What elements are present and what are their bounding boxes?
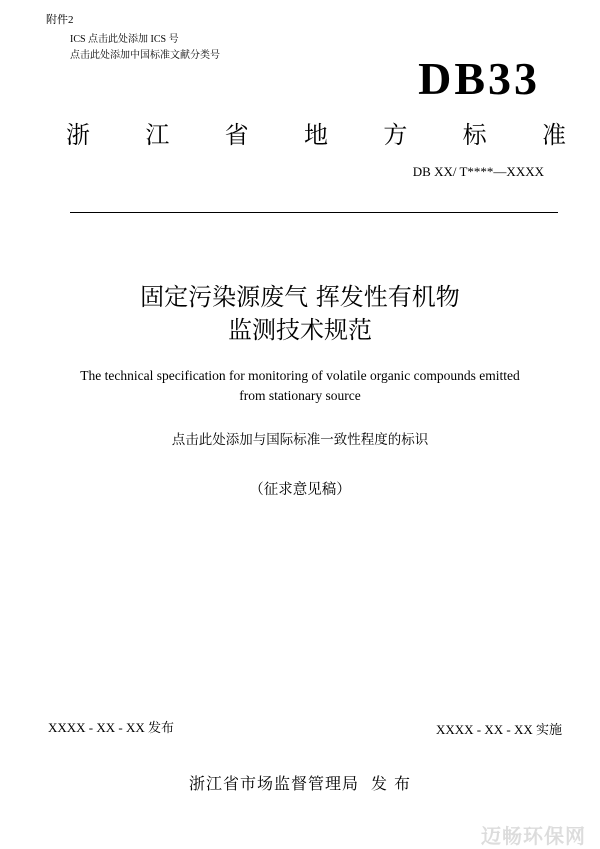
standard-type-char: 标 <box>462 121 487 149</box>
publish-date: XXXX - XX - XX 发布 <box>48 720 175 735</box>
title-en-line2: from stationary source <box>239 388 361 403</box>
standard-type-char: 浙 <box>66 121 90 149</box>
standard-type-char: 准 <box>541 121 566 149</box>
standard-type-char: 江 <box>145 121 170 149</box>
ccs-classification: 点击此处添加中国标准文献分类号 <box>70 50 220 61</box>
consistency-mark: 点击此处添加与国际标准一致性程度的标识 <box>171 432 429 447</box>
standard-type-title <box>66 115 566 150</box>
standard-type-char: 省 <box>224 121 249 149</box>
title-cn-line2: 监测技术规范 <box>228 316 372 344</box>
issue-word: 发 布 <box>370 774 412 793</box>
standard-type-char: 地 <box>303 121 328 149</box>
title-en-line1: The technical specification for monitoring of volatile organic compounds emitted <box>80 368 520 383</box>
issuer-name: 浙江省市场监督管理局 <box>188 774 359 793</box>
site-watermark: 迈畅环保网 <box>481 824 586 848</box>
attachment-label: 附件2 <box>46 14 74 26</box>
issuer <box>0 771 600 794</box>
header-divider <box>70 212 558 213</box>
title-cn-line1: 固定污染源废气 挥发性有机物 <box>140 283 460 311</box>
draft-status: （征求意见稿） <box>249 482 351 498</box>
standard-number: DB XX/ T****—XXXX <box>412 164 544 179</box>
standard-type-char: 方 <box>383 121 408 149</box>
db-code-logo: DB33 <box>418 53 540 104</box>
ics-number: ICS 点击此处添加 ICS 号 <box>70 34 179 45</box>
implement-date: XXXX - XX - XX 实施 <box>435 722 562 737</box>
